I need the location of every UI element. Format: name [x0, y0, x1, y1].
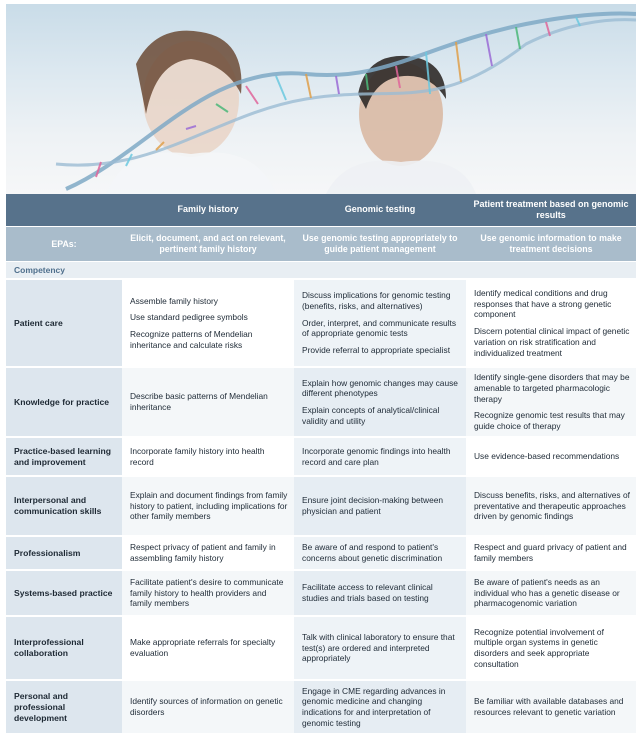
header-blank: [6, 194, 122, 226]
cell-item: Discern potential clinical impact of genetic variation on risk stratification and individualized treatment: [474, 326, 630, 358]
competency-name: Knowledge for practice: [6, 368, 122, 436]
cell-item: Respect and guard privacy of patient and family members: [474, 542, 627, 563]
table-row: [6, 368, 636, 436]
cell-item: Be familiar with available databases and resources relevant to genetic variation: [474, 696, 624, 717]
table-cell: [122, 368, 294, 436]
table-cell: [122, 571, 294, 615]
table-cell: [466, 571, 636, 615]
table-cell: [466, 617, 636, 679]
cell-item: Provide referral to appropriate specialist: [302, 345, 451, 356]
cell-item: Incorporate genomic findings into health record and care plan: [302, 445, 451, 467]
table-cell: [294, 571, 466, 615]
competency-rows: [6, 280, 636, 733]
table-cell: [122, 438, 294, 475]
cell-item: Assemble family history: [130, 295, 218, 306]
cell-item: Explain how genomic changes may cause different phenotypes: [302, 377, 458, 399]
epa-family-history: Elicit, document, and act on relevant, pertinent family history: [130, 233, 286, 254]
table-cell: [294, 537, 466, 569]
table-cell: [122, 537, 294, 569]
table-cell: [294, 617, 466, 679]
table-cell: [466, 477, 636, 535]
competency-name: Patient care: [6, 280, 122, 366]
cell-item: Recognize patterns of Mendelian inheritance and calculate risks: [130, 329, 253, 350]
table-cell: [122, 280, 294, 366]
cell-item: Facilitate patient's desire to communicate family history to health providers and family members: [130, 576, 284, 609]
header-family-history: Family history: [177, 204, 239, 215]
cell-item: Make appropriate referrals for specialty evaluation: [130, 637, 276, 658]
table-cell: [294, 477, 466, 535]
epa-label: EPAs:: [51, 238, 77, 249]
cell-item: Respect privacy of patient and family in assembling family history: [130, 542, 276, 563]
table-cell: [466, 681, 636, 733]
competency-name: Practice-based learning and improvement: [6, 438, 122, 475]
cell-item: Use evidence-based recommendations: [474, 451, 620, 462]
table-cell: [122, 681, 294, 733]
competency-label: Competency: [6, 262, 636, 278]
cell-item: Describe basic patterns of Mendelian inheritance: [130, 391, 268, 412]
table-cell: [294, 681, 466, 733]
table-row: [6, 537, 636, 569]
table-row: [6, 681, 636, 733]
cell-item: Discuss implications for genomic testing (benefits, risks, and alternatives): [302, 290, 451, 311]
header-genomic-testing: Genomic testing: [344, 204, 416, 215]
cell-item: Recognize potential involvement of multiple organ systems in genetic disorders and seek appropriate consultation: [474, 626, 604, 669]
cell-item: Incorporate family history into health record: [130, 445, 265, 467]
table-cell: [122, 617, 294, 679]
cell-item: Explain and document findings from family history to patient, including implications for other family members: [130, 489, 288, 522]
cell-item: Facilitate access to relevant clinical studies and trials based on testing: [302, 582, 433, 603]
cell-item: Recognize genomic test results that may guide choice of therapy: [474, 410, 625, 432]
table-row: [6, 571, 636, 615]
cell-item: Explain concepts of analytical/clinical validity and utility: [302, 405, 440, 426]
hero-image-dna-scientists: [6, 4, 636, 194]
competency-name: Professionalism: [6, 537, 122, 569]
cell-item: Talk with clinical laboratory to ensure that test(s) are ordered and interpreted appropriately: [302, 631, 455, 664]
cell-item: Order, interpret, and communicate results of appropriate genomic tests: [302, 317, 457, 339]
table-cell: [294, 368, 466, 436]
table-row: [6, 477, 636, 535]
table-row: [6, 280, 636, 366]
header-patient-treatment: Patient treatment based on genomic results: [473, 198, 629, 220]
cell-item: Identify sources of information on genetic disorders: [130, 696, 283, 717]
epa-genomic-testing: Use genomic testing appropriately to guide patient management: [302, 233, 458, 254]
competency-table: [6, 194, 636, 733]
table-cell: [466, 280, 636, 366]
table-cell: [466, 537, 636, 569]
competency-name: Interpersonal and communication skills: [6, 477, 122, 535]
epa-row: [6, 227, 636, 261]
cell-item: Be aware of and respond to patient's concerns about genetic discrimination: [302, 542, 443, 563]
cell-item: Ensure joint decision-making between physician and patient: [302, 495, 444, 516]
table-cell: [466, 368, 636, 436]
table-cell: [466, 438, 636, 475]
competency-name: Interprofessional collaboration: [6, 617, 122, 679]
competency-name: Systems-based practice: [6, 571, 122, 615]
epa-patient-treatment: Use genomic information to make treatment decisions: [480, 233, 622, 254]
competency-name: Personal and professional development: [6, 681, 122, 733]
table-row: [6, 617, 636, 679]
cell-item: Use standard pedigree symbols: [130, 312, 248, 323]
cell-item: Discuss benefits, risks, and alternatives of preventative and therapeutic approaches driven by genomic findings: [474, 489, 630, 522]
table-cell: [294, 280, 466, 366]
cell-item: Be aware of patient's needs as an individual who has a genetic disease or pharmacogenomic variation: [474, 576, 620, 609]
table-header-row: [6, 194, 636, 226]
table-cell: [122, 477, 294, 535]
table-cell: [294, 438, 466, 475]
dna-helix-illustration: [6, 4, 636, 194]
table-row: [6, 438, 636, 475]
cell-item: Identify single-gene disorders that may be amenable to targeted pharmacologic therapy: [474, 372, 630, 404]
cell-item: Engage in CME regarding advances in genomic medicine and changing indications for and interpretation of genomic testing: [302, 685, 446, 728]
cell-item: Identify medical conditions and drug responses that have a strong genetic component: [474, 287, 612, 320]
